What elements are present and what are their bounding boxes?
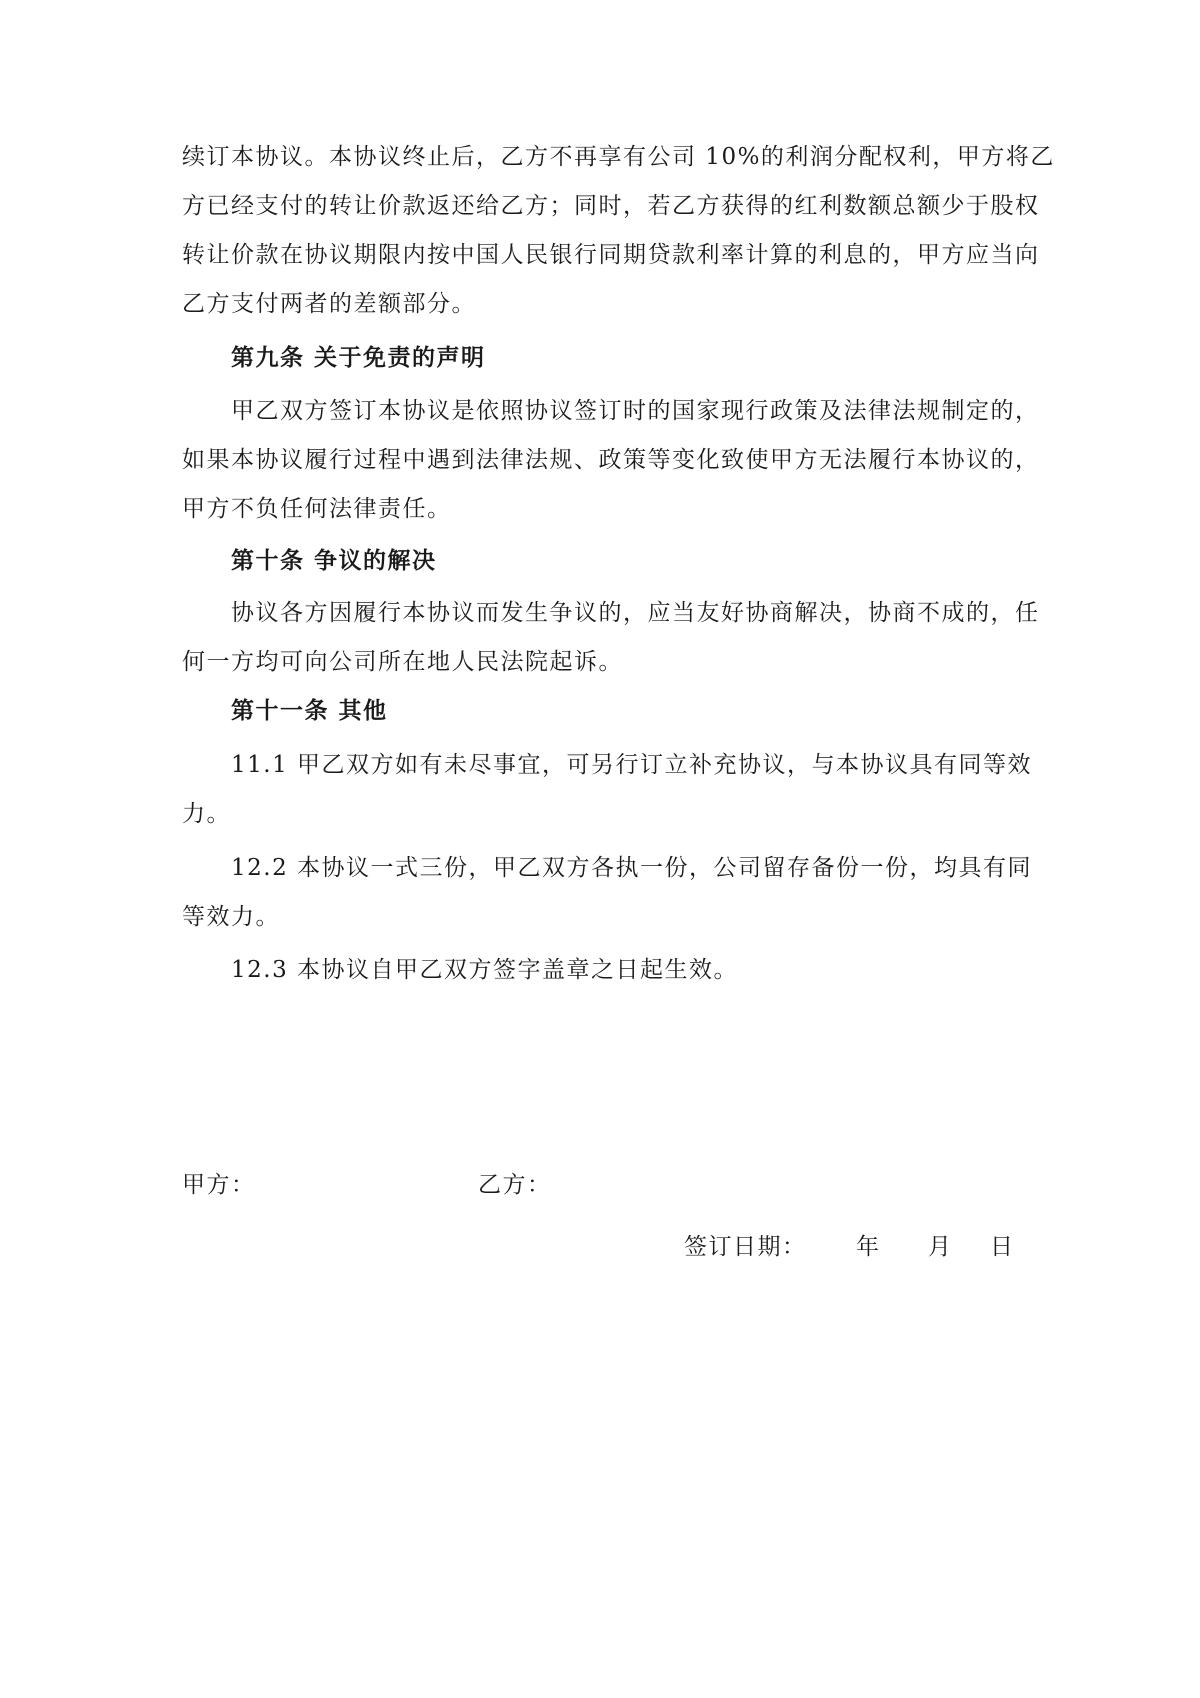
paragraph-line: 续订本协议。本协议终止后，乙方不再享有公司 10%的利润分配权利，甲方将乙 xyxy=(182,144,1055,170)
clause-11-1-line: 11.1 甲乙双方如有未尽事宜，可另行订立补充协议，与本协议具有同等效 xyxy=(231,752,1033,778)
article-11-heading: 第十一条 其他 xyxy=(231,698,388,724)
article-10-line: 协议各方因履行本协议而发生争议的，应当友好协商解决，协商不成的，任 xyxy=(231,600,1040,626)
article-9-heading: 第九条 关于免责的声明 xyxy=(231,345,486,371)
article-9-line: 如果本协议履行过程中遇到法律法规、政策等变化致使甲方无法履行本协议的， xyxy=(182,447,1040,473)
clause-12-2-line: 12.2 本协议一式三份，甲乙双方各执一份，公司留存备份一份，均具有同 xyxy=(231,855,1033,881)
paragraph-line: 乙方支付两者的差额部分。 xyxy=(182,291,476,317)
clause-12-2-line: 等效力。 xyxy=(182,904,280,930)
article-9-line: 甲乙双方签订本协议是依照协议签订时的国家现行政策及法律法规制定的， xyxy=(231,398,1040,424)
sign-date-month: 月 xyxy=(928,1234,953,1260)
article-9-line: 甲方不负任何法律责任。 xyxy=(182,496,452,522)
paragraph-line: 方已经支付的转让价款返还给乙方；同时，若乙方获得的红利数额总额少于股权 xyxy=(182,193,1040,219)
sign-date-year: 年 xyxy=(856,1234,881,1260)
clause-11-1-line: 力。 xyxy=(182,801,231,827)
article-10-heading: 第十条 争议的解决 xyxy=(231,548,437,574)
sign-date-label: 签订日期： xyxy=(684,1234,807,1260)
paragraph-line: 转让价款在协议期限内按中国人民银行同期贷款利率计算的利息的，甲方应当向 xyxy=(182,242,1040,268)
party-b-label: 乙方： xyxy=(478,1172,552,1198)
party-a-label: 甲方： xyxy=(182,1172,256,1198)
article-10-line: 何一方均可向公司所在地人民法院起诉。 xyxy=(182,649,623,675)
clause-12-3-line: 12.3 本协议自甲乙双方签字盖章之日起生效。 xyxy=(231,957,739,983)
sign-date-day: 日 xyxy=(990,1234,1015,1260)
